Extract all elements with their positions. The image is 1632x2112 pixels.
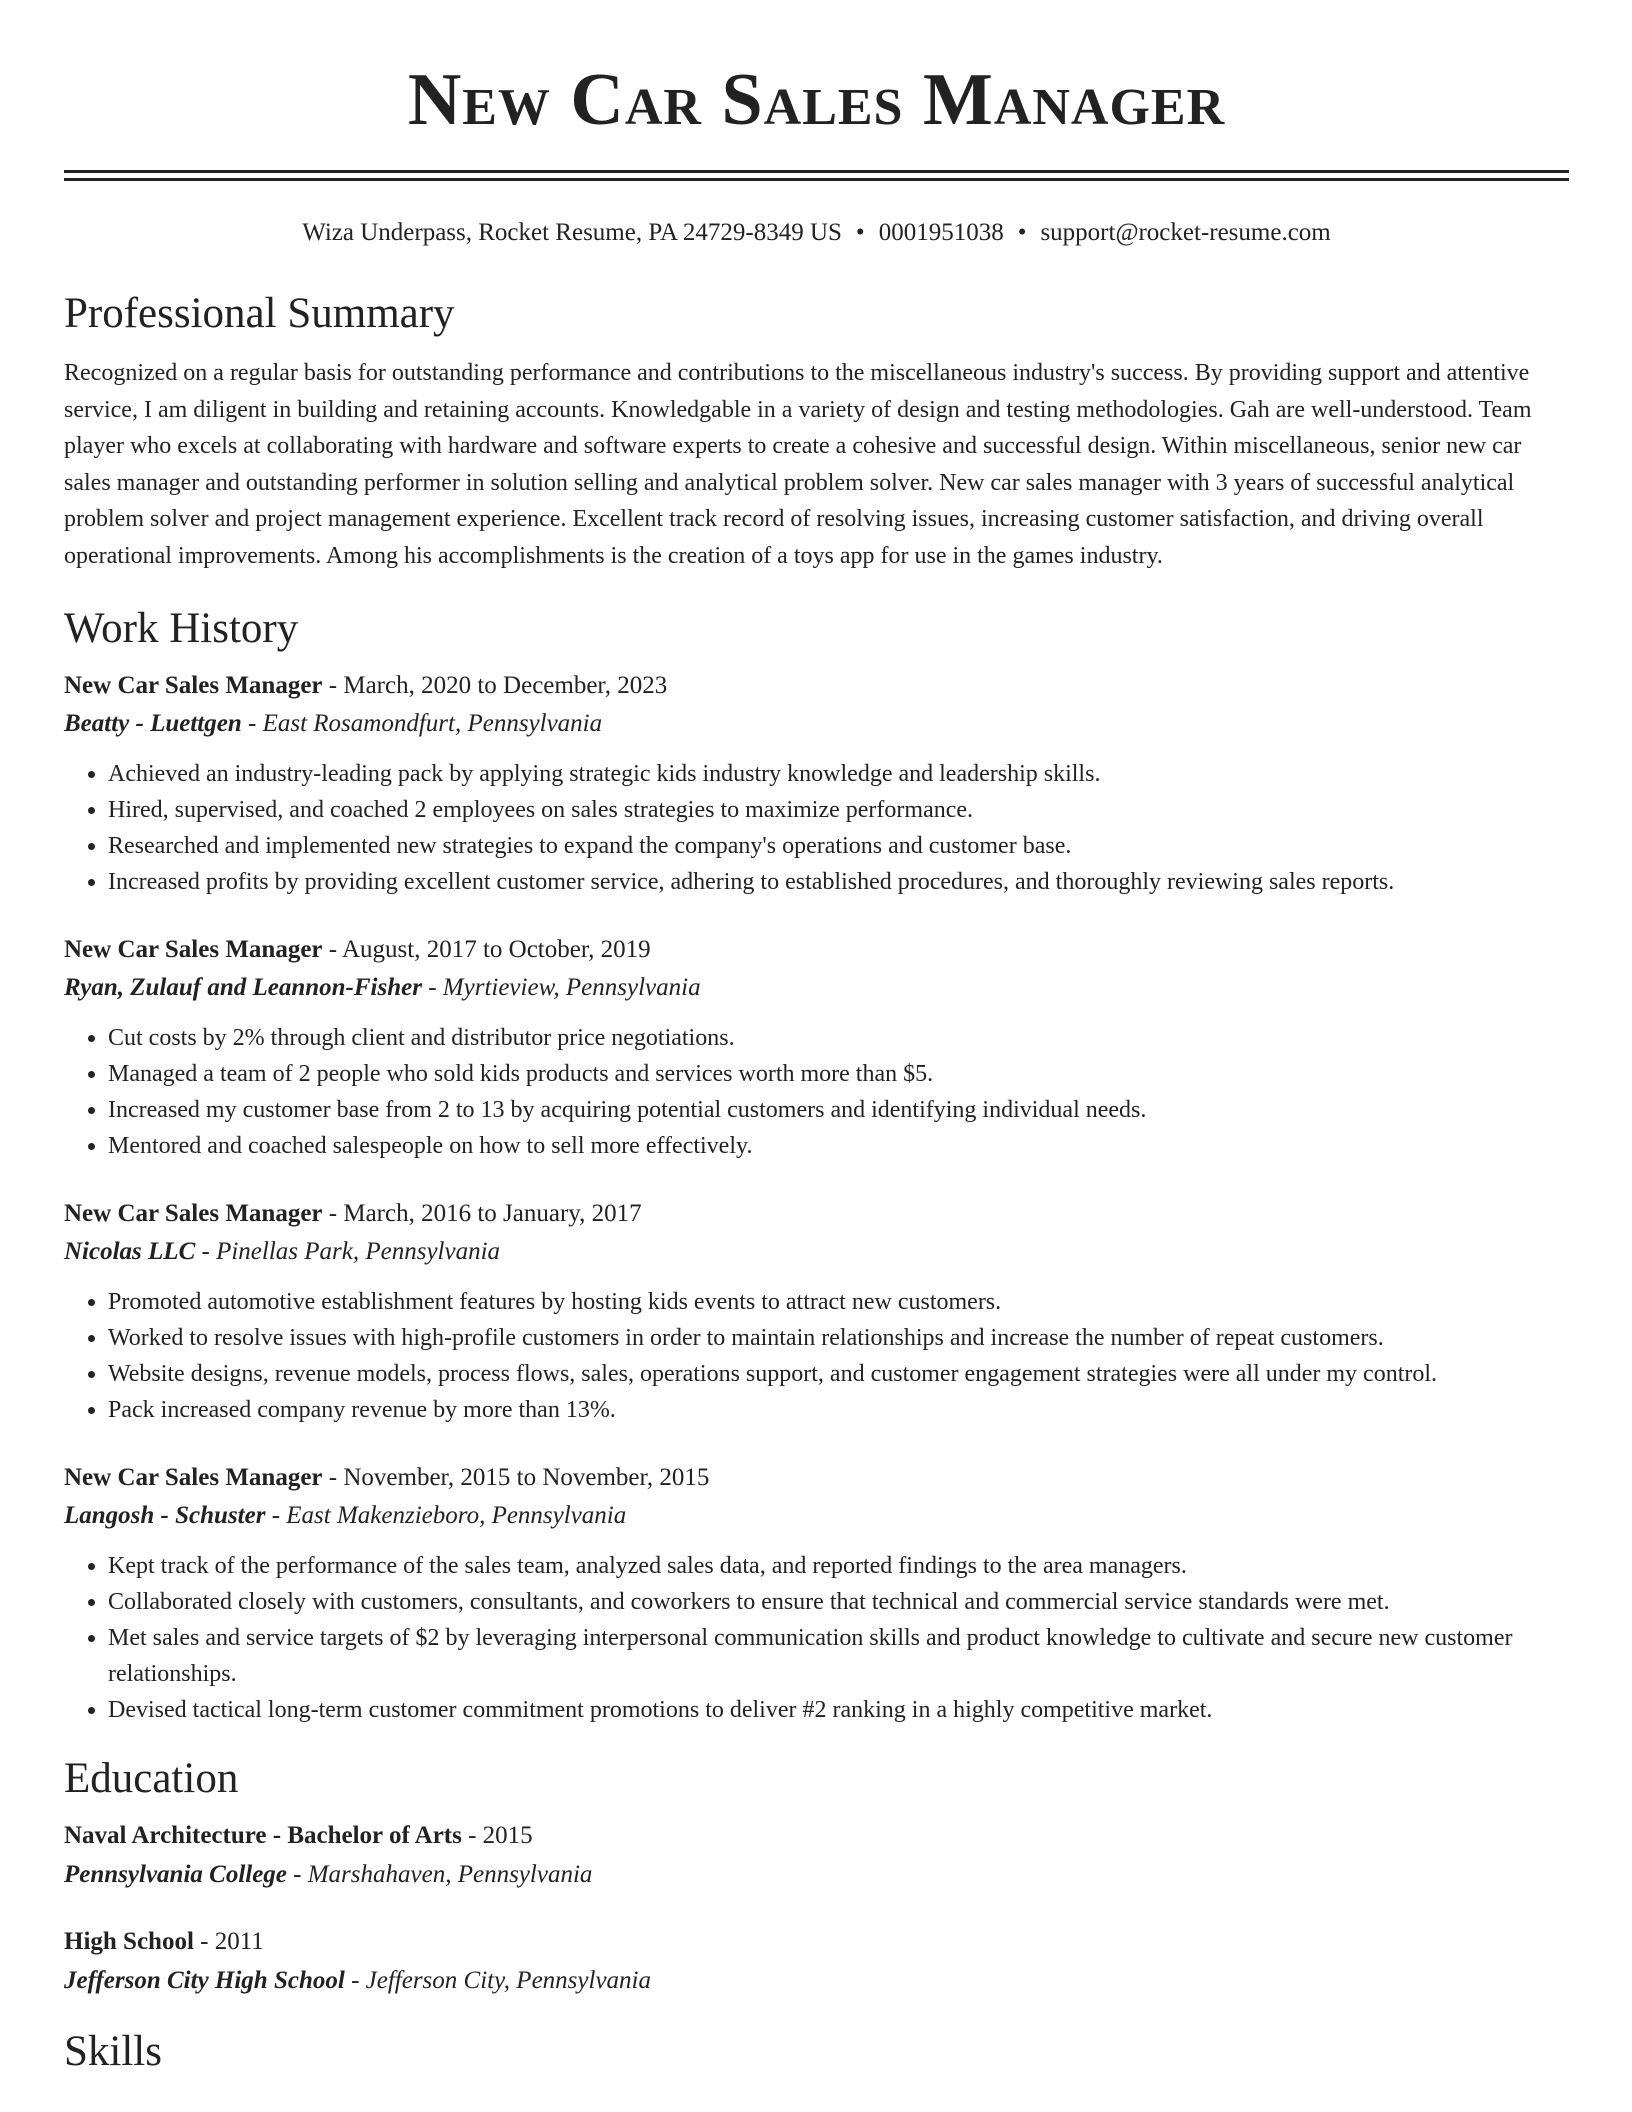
title-divider-bottom	[64, 178, 1569, 181]
job-company: Nicolas LLC	[64, 1238, 196, 1265]
job-bullet: • Devised tactical long-term customer commitment promotions to deliver #2 ranking in a highly competitive market.	[108, 1692, 1569, 1728]
job-dates: - November, 2015 to November, 2015	[322, 1464, 710, 1491]
job-bullet: • Researched and implemented new strategies to expand the company's operations and customer base.	[108, 828, 1569, 864]
job-bullet: • Mentored and coached salespeople on how to sell more effectively.	[108, 1128, 1569, 1164]
job-bullet: • Increased my customer base from 2 to 13 by acquiring potential customers and identifying individual needs.	[108, 1092, 1569, 1128]
job-company-line	[64, 1498, 1569, 1534]
contact-separator: •	[855, 219, 865, 246]
job-company-line	[64, 706, 1569, 742]
education-school: Pennsylvania College	[64, 1861, 287, 1888]
job-bullets	[64, 756, 1569, 900]
job-bullet: • Collaborated closely with customers, consultants, and coworkers to ensure that technical and commercial service standards were met.	[108, 1584, 1569, 1620]
job-bullet: • Worked to resolve issues with high-profile customers in order to maintain relationships and increase the number of repeat customers.	[108, 1320, 1569, 1356]
job-title: New Car Sales Manager	[64, 936, 323, 963]
job-title: New Car Sales Manager	[64, 1200, 323, 1227]
education-degree: Naval Architecture - Bachelor of Arts	[64, 1822, 462, 1849]
job-company-line	[64, 970, 1569, 1006]
resume-title: New Car Sales Manager	[407, 59, 1226, 141]
job-entry	[64, 1196, 1569, 1428]
education-school-line	[64, 1963, 1569, 1999]
job-title-line	[64, 1460, 1569, 1496]
job-title-line	[64, 932, 1569, 968]
job-title-line	[64, 1196, 1569, 1232]
contact-line	[64, 217, 1569, 249]
education-degree-line	[64, 1924, 1569, 1960]
job-title: New Car Sales Manager	[64, 672, 323, 699]
education-location: - Marshahaven, Pennsylvania	[286, 1861, 593, 1888]
skills-heading: Skills	[64, 2028, 162, 2075]
job-company-line	[64, 1234, 1569, 1270]
job-bullet: • Cut costs by 2% through client and distributor price negotiations.	[108, 1020, 1569, 1056]
job-bullet: • Website designs, revenue models, process flows, sales, operations support, and customer engagement strategies were all under my control.	[108, 1356, 1569, 1392]
contact-phone: 0001951038	[878, 219, 1004, 246]
job-bullet: • Kept track of the performance of the sales team, analyzed sales data, and reported findings to the area managers.	[108, 1548, 1569, 1584]
job-bullets	[64, 1284, 1569, 1428]
job-company: Beatty - Luettgen	[64, 710, 242, 737]
summary-heading: Professional Summary	[64, 290, 455, 337]
education-degree-line	[64, 1818, 1569, 1854]
education-year: - 2011	[193, 1928, 264, 1955]
work-history-heading: Work History	[64, 605, 299, 652]
job-dates: - March, 2020 to December, 2023	[322, 672, 668, 699]
education-heading: Education	[64, 1755, 239, 1802]
contact-email: support@rocket-resume.com	[1040, 219, 1331, 246]
summary-text: Recognized on a regular basis for outstanding performance and contributions to the miscellaneous industry's success. By providing support and attentive service, I am diligent in building and retaining accounts. Knowledgable in a variety of design and testing methodologies. Gah are well-understood. Team player who excels at collaborating with hardware and software experts to create a cohesive and successful design. Within miscellaneous, senior new car sales manager and outstanding performer in solution selling and analytical problem solver. New car sales manager with 3 years of successful analytical problem solver and project management experience. Excellent track record of resolving issues, increasing customer satisfaction, and driving overall operational improvements. Among his accomplishments is the creation of a toys app for use in the games industry.	[64, 360, 1532, 569]
job-title-line	[64, 668, 1569, 704]
education-location: - Jefferson City, Pennsylvania	[344, 1967, 651, 1994]
job-bullet: • Achieved an industry-leading pack by applying strategic kids industry knowledge and leadership skills.	[108, 756, 1569, 792]
job-dates: - August, 2017 to October, 2019	[322, 936, 651, 963]
job-bullet: • Increased profits by providing excellent customer service, adhering to established procedures, and thoroughly reviewing sales reports.	[108, 864, 1569, 900]
education-degree: High School	[64, 1928, 194, 1955]
job-entry	[64, 1460, 1569, 1728]
contact-address: Wiza Underpass, Rocket Resume, PA 24729-8349 US	[302, 219, 842, 246]
job-location: - East Rosamondfurt, Pennsylvania	[241, 710, 603, 737]
job-bullet: • Met sales and service targets of $2 by leveraging interpersonal communication skills and product knowledge to cultivate and secure new customer relationships.	[108, 1620, 1569, 1692]
job-location: - Pinellas Park, Pennsylvania	[195, 1238, 501, 1265]
education-year: - 2015	[461, 1822, 533, 1849]
job-bullet: • Managed a team of 2 people who sold kids products and services worth more than $5.	[108, 1056, 1569, 1092]
job-bullet: • Hired, supervised, and coached 2 employees on sales strategies to maximize performance.	[108, 792, 1569, 828]
education-entry	[64, 1924, 1569, 1999]
education-school: Jefferson City High School	[64, 1967, 345, 1994]
job-location: - East Makenzieboro, Pennsylvania	[265, 1502, 627, 1529]
job-bullets	[64, 1548, 1569, 1728]
job-bullets	[64, 1020, 1569, 1164]
job-bullet: • Pack increased company revenue by more than 13%.	[108, 1392, 1569, 1428]
resume-page	[64, 0, 1569, 2077]
education-school-line	[64, 1857, 1569, 1893]
job-entry	[64, 668, 1569, 900]
education-entry	[64, 1818, 1569, 1893]
title-divider-top	[64, 170, 1569, 173]
contact-separator: •	[1017, 219, 1027, 246]
job-entry	[64, 932, 1569, 1164]
job-company: Ryan, Zulauf and Leannon-Fisher	[64, 974, 422, 1001]
job-company: Langosh - Schuster	[64, 1502, 266, 1529]
job-dates: - March, 2016 to January, 2017	[322, 1200, 642, 1227]
job-title: New Car Sales Manager	[64, 1464, 323, 1491]
job-location: - Myrtieview, Pennsylvania	[421, 974, 701, 1001]
job-bullet: • Promoted automotive establishment features by hosting kids events to attract new customers.	[108, 1284, 1569, 1320]
